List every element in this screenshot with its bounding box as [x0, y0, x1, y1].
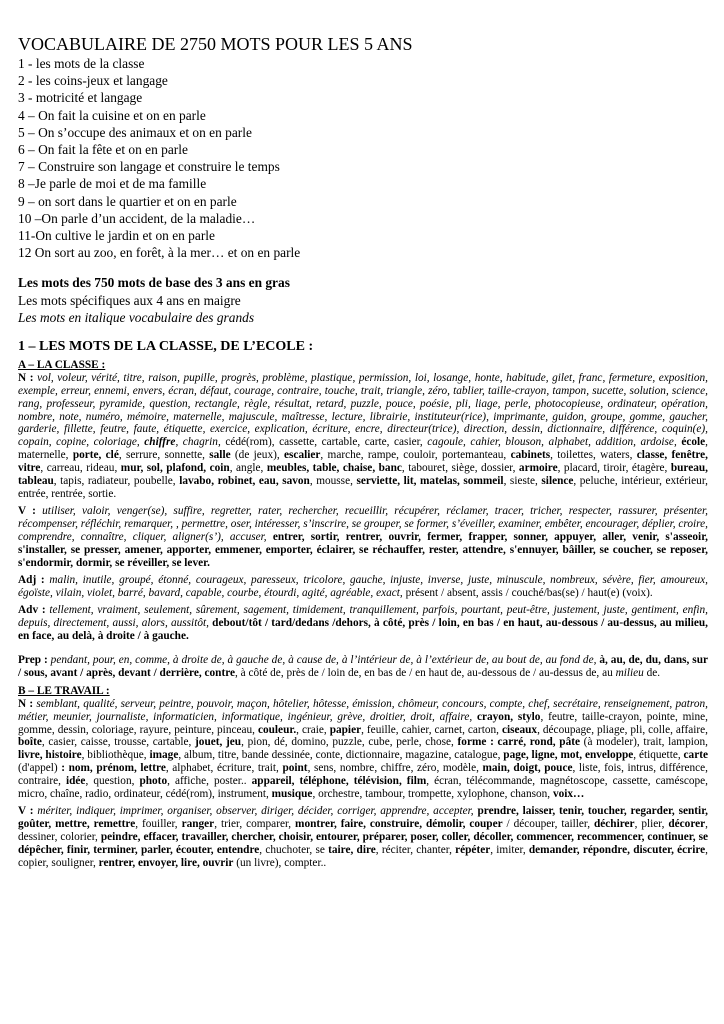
word-run: , affiche, poster.. — [167, 775, 252, 788]
word-run: voix… — [552, 788, 585, 801]
word-list — [18, 654, 708, 679]
word-run: , imiter, — [490, 844, 529, 857]
toc-item: 6 – On fait la fête et on en parle — [18, 142, 188, 158]
toc-item: 11-On cultive le jardin et on en parle — [18, 228, 215, 244]
pos-label: Adv : — [18, 603, 46, 616]
word-run: présent / absent, assis / couché/bas(se) / haut(e) (voix). — [405, 586, 653, 599]
word-run: utiliser, valoir, venger(se), suffire, regretter, rater, rechercher, recueillir, récupérer, réclamer, tracer, tricher, respecter, rassurer, présenter, récompenser, réfléchir, remarquer, , permettre, oser, intéresser, s’inscrire, se grouper, se former, s’éveiller, examiner, embêter, encourager, déplier, croire, comprendre, connaître, cliquer, aligner(s’), accuser, — [18, 505, 709, 544]
word-run: tellement, vraiment, seulement, sûrement, sagement, timidement, tranquillement, parfois, pourtant, peut-être, justement, juste, gentiment, enfin, depuis, directement, aussi, alors, aussitôt, — [18, 603, 708, 629]
word-run: , chagrin, — [175, 436, 226, 449]
word-run: déchirer — [594, 818, 635, 831]
word-run: , plier, — [634, 818, 669, 831]
toc-item: 12 On sort au zoo, en forêt, à la mer… et on en parle — [18, 245, 301, 261]
word-run: couleur. — [257, 723, 297, 736]
word-run: porte, clé — [72, 449, 119, 462]
toc-item: 1 - les mots de la classe — [18, 56, 145, 71]
legend-bold: Les mots des 750 mots de base des 3 ans en gras — [18, 275, 290, 291]
word-run: demander, répondre, discuter, écrire — [528, 844, 706, 857]
table-of-contents — [18, 55, 708, 261]
word-run: , album, titre, bande dessinée, conte, dictionnaire, magazine, catalogue, — [178, 749, 504, 762]
word-run: , tapis, radiateur, poubelle, — [53, 475, 180, 488]
word-run: musique — [271, 788, 313, 801]
word-run: , liste, fois, intrus, différence, contraire, — [18, 762, 708, 788]
word-run: photo — [139, 775, 168, 788]
word-run: , pion, dé, domino, puzzle, cube, perle, chose, — [241, 736, 458, 749]
word-run: , feuille, cahier, carnet, carton, — [361, 723, 502, 736]
word-list — [18, 698, 708, 801]
word-run: , copier, souligner, — [18, 844, 708, 870]
legend-italic: Les mots en italique vocabulaire des grands — [18, 310, 255, 326]
word-run: montrer, faire, construire, démolir, couper — [295, 818, 503, 831]
word-run: , angle, — [229, 462, 267, 475]
word-list — [18, 372, 708, 501]
toc-item: 8 –Je parle de moi et de ma famille — [18, 176, 207, 192]
word-run: milieu — [615, 666, 644, 679]
word-run: escalier — [284, 449, 321, 462]
subsection-heading-classe: A – LA CLASSE : — [18, 358, 106, 371]
word-run: , bibliothèque, — [81, 749, 150, 762]
word-run: cédé(rom), cassette, cartable, carte, casier, — [225, 436, 428, 449]
pos-label: Prep : — [18, 653, 48, 666]
word-run: , trier, comparer, — [214, 818, 296, 831]
word-run: , mousse, — [309, 475, 357, 488]
word-run: silence — [541, 475, 574, 488]
classe-nouns — [18, 372, 708, 502]
word-run: , craie, — [296, 723, 330, 736]
word-run: , peluche, intérieur, extérieur, entrée, rentrée, sortie. — [18, 475, 708, 501]
classe-adverbs — [18, 604, 708, 643]
word-run: , chuchoter, se — [259, 844, 329, 857]
toc-item: 4 – On fait la cuisine et on en parle — [18, 107, 206, 123]
word-run: , marche, rampe, couloir, portemanteau, — [320, 449, 511, 462]
word-run: page, ligne, mot, enveloppe — [503, 749, 634, 762]
word-run: / découper, tailler, — [502, 818, 594, 831]
section-heading: 1 – LES MOTS DE LA CLASSE, DE L’ECOLE : — [18, 338, 314, 354]
word-run: peindre, effacer, travailler, chercher, choisir, entourer, préparer, poser, coller, décoller, commencer, recommencer, continuer, se dépêcher, finir, terminer, parler, écouter, entendre — [18, 831, 708, 857]
word-run: cagoule, cahier, blouson, alphabet, addition, ardoise, — [427, 436, 682, 449]
legend — [18, 274, 708, 326]
pos-label: N : — [18, 371, 34, 384]
word-run: armoire — [518, 462, 558, 475]
word-run: point — [282, 762, 308, 775]
word-run: bureau, tableau — [18, 462, 709, 488]
word-run: ranger — [181, 818, 215, 831]
word-run: (à modeler), trait, lampion, — [580, 736, 708, 749]
word-run: , tabouret, siège, dossier, — [401, 462, 519, 475]
word-run: lavabo, robinet, eau, savon — [179, 475, 310, 488]
word-run: : nom, prénom, lettre — [61, 762, 166, 775]
document-page — [18, 34, 708, 870]
toc-item: 2 - les coins-jeux et langage — [18, 73, 168, 89]
toc-item: 7 – Construire son langage et construire le temps — [18, 159, 280, 175]
toc-item: 9 – on sort dans le quartier et on en parle — [18, 193, 237, 209]
pos-label: V : — [18, 505, 36, 518]
word-run: crayon, stylo — [476, 710, 541, 723]
word-run: , alphabet, écriture, trait, — [165, 762, 283, 775]
travail-nouns — [18, 698, 708, 802]
word-run: , question, — [85, 775, 140, 788]
word-run: boîte — [18, 736, 42, 749]
word-run: , carreau, rideau, — [40, 462, 121, 475]
word-run: prendre, laisser, tenir, toucher, regarder, sentir, goûter, mettre, remettre — [18, 805, 708, 831]
word-run: meubles, table, chaise, banc — [266, 462, 402, 475]
word-run: , orchestre, tambour, trompette, xylophone, chanson, — [312, 788, 553, 801]
word-list — [18, 505, 708, 569]
word-run: , découpage, pliage, pli, colle, affaire, — [537, 723, 708, 736]
word-run: papier — [329, 723, 362, 736]
document-title: VOCABULAIRE DE 2750 MOTS POUR LES 5 ANS — [18, 34, 413, 54]
word-run: , sieste, — [503, 475, 542, 488]
word-run: , étiquette, — [633, 749, 684, 762]
word-run: , à côté de, près de / loin de, en bas de / en haut de, au-dessous de / au-dessus de, au — [235, 666, 616, 679]
toc-item: 10 –On parle d’un accident, de la maladie… — [18, 210, 256, 226]
legend-plain: Les mots spécifiques aux 4 ans en maigre — [18, 292, 241, 308]
word-list — [18, 604, 708, 642]
word-run: idée — [66, 775, 86, 788]
word-run: , toilettes, waters, — [550, 449, 637, 462]
word-run: salle — [209, 449, 231, 462]
word-run: de. — [643, 666, 661, 679]
word-run: répéter — [455, 844, 491, 857]
word-run: mériter, indiquer, imprimer, organiser, observer, diriger, décider, corriger, apprendre, accepter, — [33, 805, 478, 818]
word-run: , placard, tiroir, étagère, — [557, 462, 671, 475]
word-run: , dessiner, colorier, — [18, 818, 708, 844]
word-run: vol, voleur, vérité, titre, raison, pupille, progrès, problème, plastique, permission, loi, losange, honte, habitude, gilet, franc, fermeture, exposition, exemple, erreur, ennemi, envers, écran, défaut, courage, contraire, touche, trait, triangle, zéro, tablier, taille-crayon, tampon, sucette, solution, science, rang, professeur, pyramide, question, rectangle, règle, résultat, retard, puzzle, pouce, poésie, pli, liage, perle, photocopieuse, ordinateur, opération, nombre, note, numéro, mémoire, maternelle, majuscule, maîtresse, lecture, librairie, instituteur(rice), imprimante, guidon, groupe, gomme, gaucher, garderie, fillette, feutre, faute, étiquette, exercice, explication, écriture, encre, directeur(trice), direction, dessin, dictionnaire, différence, coquin(e), copain, copine, coloriage, — [18, 371, 708, 449]
word-run: mur, sol, plafond, coin — [120, 462, 230, 475]
word-run: (de jeux), — [230, 449, 285, 462]
word-run: semblant, qualité, serveur, peintre, pouvoir, maçon, hôtelier, hôtesse, émission, chômeur, concours, compte, chef, secrétaire, renseignement, patron, métier, meunier, journaliste, informaticien, informatique, ingénieur, grève, droitier, droit, affaire, — [18, 697, 709, 723]
word-run: ciseaux — [501, 723, 538, 736]
word-run: jouet, jeu — [195, 736, 242, 749]
word-run: , fouiller, — [135, 818, 182, 831]
word-run: à, au, de, du, dans, sur / sous, avant / après, devant / derrière, contre — [18, 653, 709, 679]
pos-label: Adj : — [18, 573, 45, 586]
word-run: taire, dire — [328, 844, 376, 857]
word-run: cabinets — [510, 449, 551, 462]
word-run: malin, inutile, groupé, étonné, courageux, paresseux, tricolore, gauche, injuste, inverse, juste, minuscule, nombreux, sévère, fier, amoureux, égoïste, vilain, violet, barré, bavard, capable, courbe, étourdi, agité, agréable, exact, — [18, 573, 708, 599]
word-run: carte — [683, 749, 708, 762]
toc-item: 3 - motricité et langage — [18, 90, 143, 106]
word-run: école — [681, 436, 706, 449]
travail-verbs — [18, 805, 708, 870]
word-run: chiffre — [144, 436, 176, 449]
word-run: , sens, nombre, chiffre, zéro, modèle, — [307, 762, 483, 775]
pos-label: V : — [18, 805, 34, 818]
word-run: main, doigt, pouce — [482, 762, 573, 775]
word-run: serviette, lit, matelas, sommeil — [356, 475, 504, 488]
classe-prepositions — [18, 654, 708, 680]
classe-verbs — [18, 505, 708, 570]
word-run: , écran, télécommande, magnétoscope, cassette, caméscope, micro, chaîne, radio, ordinateur, cédé(rom), instrument, — [18, 775, 709, 801]
classe-adjectives — [18, 574, 708, 600]
word-run: (d'appel) — [18, 762, 62, 775]
word-run: debout/tôt / tard/dedans /dehors, à côté, près / loin, en bas / en haut, au-dessous / au-dessus, au milieu, en face, au delà, à droite / à gauche. — [18, 616, 708, 642]
word-run: , maternelle, — [18, 436, 708, 462]
subsection-heading-travail: B – LE TRAVAIL : — [18, 684, 110, 697]
word-run: (un livre), compter.. — [233, 857, 327, 870]
word-list — [18, 805, 708, 869]
word-run: rentrer, envoyer, lire, ouvrir — [98, 857, 234, 870]
word-run: appareil, téléphone, télévision, film — [251, 775, 427, 788]
word-list — [18, 574, 708, 599]
word-run: entrer, sortir, rentrer, ouvrir, fermer, frapper, sonner, appuyer, aller, venir, s'asseoir, s'installer, se presser, amener, apporter, emmener, emporter, éclairer, se réchauffer, rester, attendre, s'ennuyer, bâiller, se coucher, se reposer, s'endormir, dormir, se réveiller, se lever. — [18, 531, 708, 569]
word-run: livre, histoire — [18, 749, 82, 762]
word-run: , feutre, taille-crayon, pointe, mine, gomme, dessin, coloriage, rayure, peinture, pinceau, — [18, 710, 708, 736]
word-run: classe, fenêtre, vitre — [18, 449, 709, 475]
word-run: , casier, caisse, trousse, cartable, — [41, 736, 196, 749]
word-run: image — [149, 749, 179, 762]
pos-label: N : — [18, 697, 34, 710]
word-run: forme : carré, rond, pâte — [457, 736, 580, 749]
toc-item: 5 – On s’occupe des animaux et on en parle — [18, 124, 252, 140]
word-run: , réciter, chanter, — [375, 844, 456, 857]
word-run: décorer — [668, 818, 706, 831]
word-run: pendant, pour, en, comme, à droite de, à gauche de, à cause de, à l’intérieur de, à l’extérieur de, au bout de, au fond de, — [47, 653, 600, 666]
word-run: , serrure, sonnette, — [118, 449, 210, 462]
